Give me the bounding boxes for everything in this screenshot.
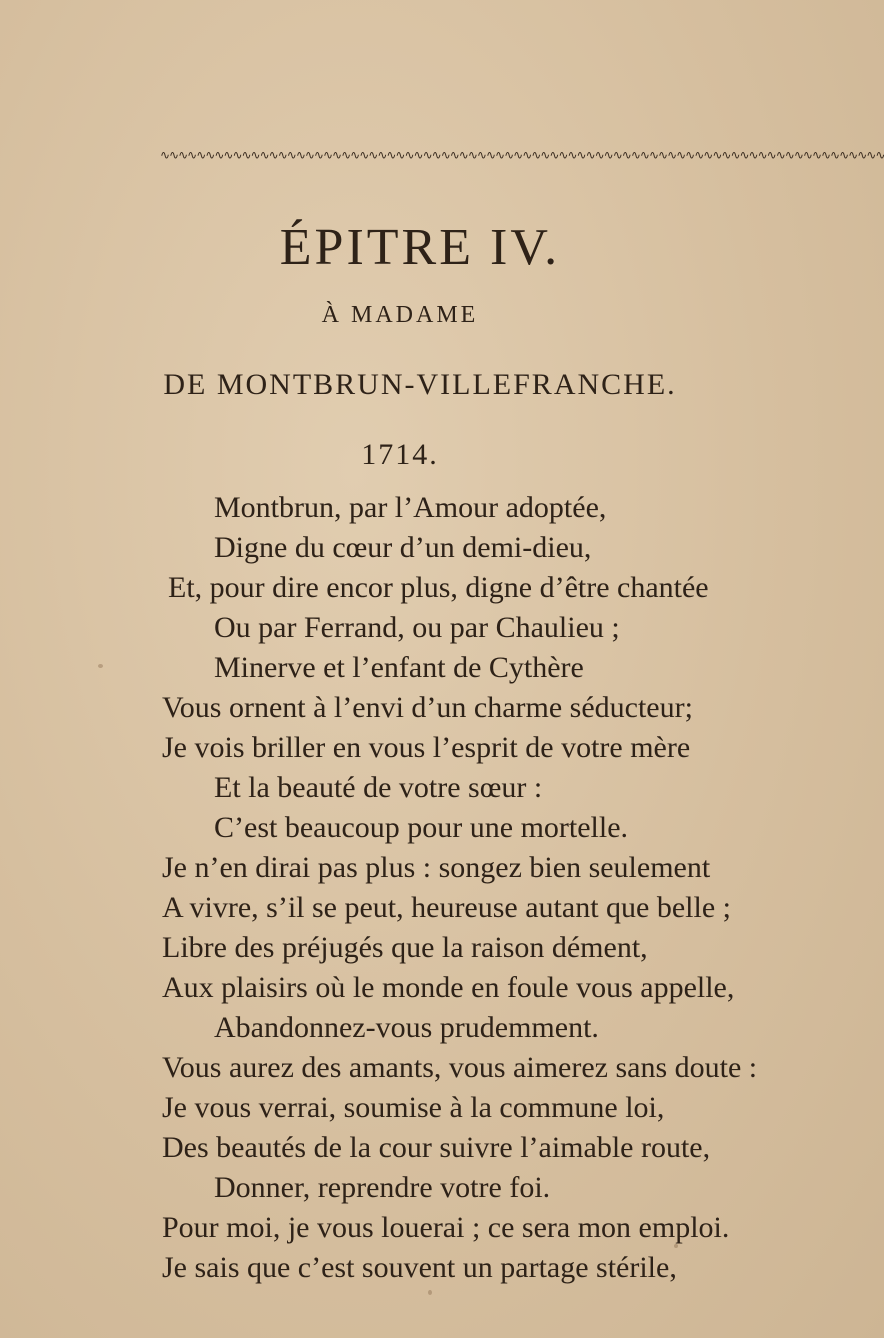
paper-speck [428, 1290, 432, 1295]
poem-line: Minerve et l’enfant de Cythère [214, 651, 584, 684]
poem-line: Je n’en dirai pas plus : songez bien seulement [162, 851, 711, 884]
poem-line: Et, pour dire encor plus, digne d’être chantée [168, 571, 709, 604]
poem-year: 1714. [361, 438, 439, 471]
poem-line: Montbrun, par l’Amour adoptée, [214, 491, 607, 524]
poem-line: Des beautés de la cour suivre l’aimable route, [162, 1131, 711, 1164]
poem-line: Je sais que c’est souvent un partage stérile, [162, 1251, 677, 1284]
poem-line: Digne du cœur d’un demi-dieu, [214, 531, 592, 564]
poem-line: Je vous verrai, soumise à la commune loi, [162, 1091, 665, 1124]
dedication-name: DE MONTBRUN-VILLEFRANCHE. [163, 368, 677, 401]
poem-line: Pour moi, je vous louerai ; ce sera mon emploi. [162, 1211, 730, 1244]
poem-line: Et la beauté de votre sœur : [214, 771, 543, 804]
paper-speck [674, 1244, 678, 1248]
poem-line: Vous aurez des amants, vous aimerez sans doute : [162, 1051, 758, 1084]
poem-line: Donner, reprendre votre foi. [214, 1171, 551, 1204]
poem-line: A vivre, s’il se peut, heureuse autant que belle ; [162, 891, 731, 924]
poem-line: Vous ornent à l’envi d’un charme séducteur; [162, 691, 693, 724]
poem-line: Ou par Ferrand, ou par Chaulieu ; [214, 611, 620, 644]
poem-line: Abandonnez-vous prudemment. [214, 1011, 599, 1044]
poem-line: C’est beaucoup pour une mortelle. [214, 811, 629, 844]
poem-line: Libre des préjugés que la raison dément, [162, 931, 648, 964]
page-title: ÉPITRE IV. [279, 219, 561, 276]
decorative-rule: ∿∿∿∿∿∿∿∿∿∿∿∿∿∿∿∿∿∿∿∿∿∿∿∿∿∿∿∿∿∿∿∿∿∿∿∿∿∿∿∿∿∿∿∿∿∿∿∿∿∿∿∿∿∿∿∿∿∿∿∿∿∿∿∿∿∿∿∿∿∿∿∿∿∿∿∿∿∿∿∿ [160, 148, 884, 162]
paper-speck [98, 664, 103, 668]
poem-line: Je vois briller en vous l’esprit de votre mère [162, 731, 691, 764]
poem-line: Aux plaisirs où le monde en foule vous appelle, [162, 971, 735, 1004]
dedication-madame: À MADAME [321, 302, 479, 328]
